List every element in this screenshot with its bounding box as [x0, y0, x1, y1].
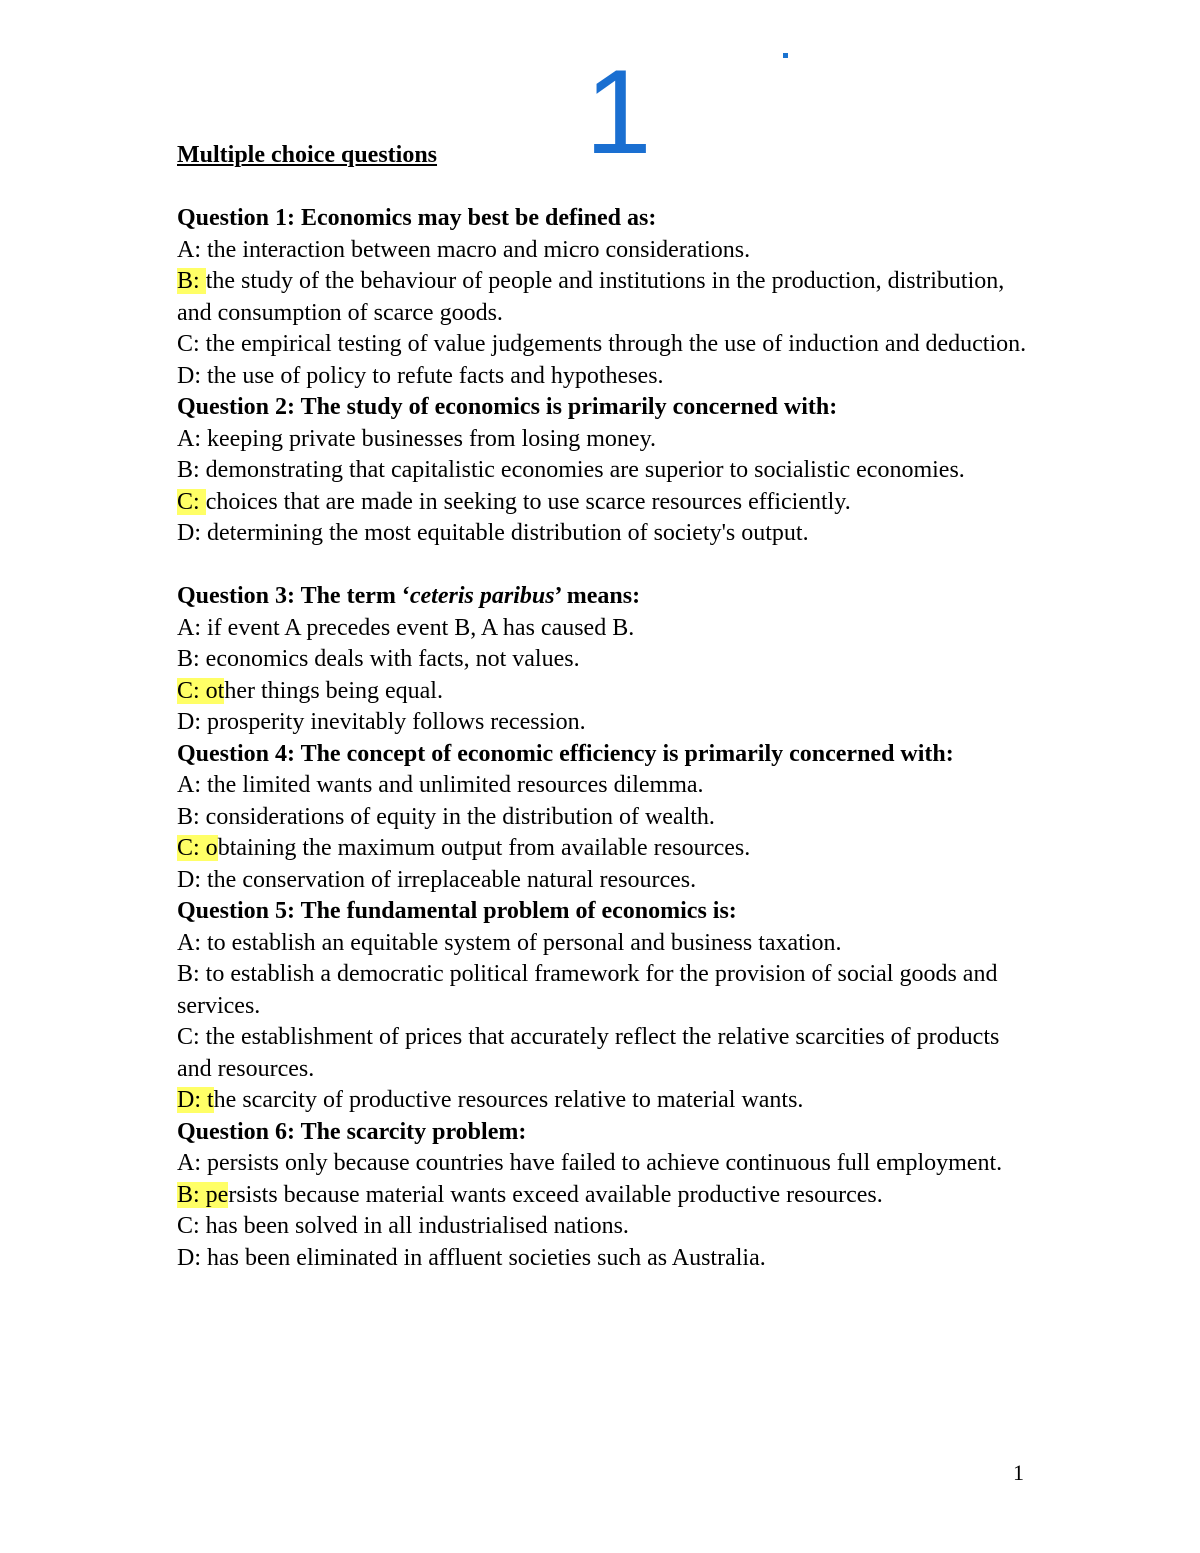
option-text: the study of the behaviour of people and institutions in the production, distribution, and consumption of scarce goods. [177, 268, 1005, 326]
option-b [177, 802, 1037, 834]
option-text: D: the use of policy to refute facts and hypotheses. [177, 362, 664, 389]
option-a [177, 770, 1037, 802]
option-d [177, 518, 1037, 550]
question-6 [177, 1117, 1037, 1275]
option-b [177, 1180, 1037, 1212]
answer-highlight: C: ot [177, 677, 225, 704]
option-text: A: if event A precedes event B, A has caused B. [177, 614, 635, 641]
blank-line [177, 550, 1037, 582]
option-d [177, 1085, 1037, 1117]
option-c [177, 833, 1037, 865]
option-text: D: prosperity inevitably follows recession. [177, 709, 586, 735]
question-2 [177, 392, 1037, 550]
page-badge-number: 1 [585, 45, 652, 179]
option-c [177, 1211, 1037, 1243]
option-b [177, 266, 1037, 329]
answer-highlight: C: o [177, 835, 218, 861]
answer-highlight: C: [177, 488, 206, 515]
question-title: Question 6: The scarcity problem: [177, 1118, 527, 1145]
option-text: C: the empirical testing of value judgements through the use of induction and deduction. [177, 331, 1027, 357]
option-a [177, 424, 1037, 456]
option-text: C: the establishment of prices that accurately reflect the relative scarcities of products and resources. [177, 1024, 1000, 1082]
answer-highlight: B: pe [177, 1181, 229, 1208]
question-1 [177, 203, 1037, 392]
option-d [177, 865, 1037, 897]
page-number: 1 [1013, 1460, 1024, 1485]
option-d [177, 707, 1037, 739]
question-3 [177, 581, 1037, 739]
option-text: B: economics deals with facts, not values. [177, 646, 580, 672]
option-a [177, 1148, 1037, 1180]
blue-dot-mark [783, 53, 788, 58]
question-title: Question 5: The fundamental problem of economics is: [177, 898, 737, 924]
option-d [177, 1243, 1037, 1275]
option-text: her things being equal. [224, 677, 443, 704]
question-title: Question 1: Economics may best be defined as: [177, 205, 657, 231]
option-text: D: determining the most equitable distribution of society's output. [177, 520, 809, 546]
option-text: A: persists only because countries have failed to achieve continuous full employment. [177, 1150, 1003, 1176]
option-text: B: to establish a democratic political framework for the provision of social goods and services. [177, 961, 998, 1019]
option-c [177, 676, 1037, 708]
option-text: A: the interaction between macro and micro considerations. [177, 236, 751, 263]
option-a [177, 613, 1037, 645]
option-b [177, 644, 1037, 676]
title-suffix: ’ means: [554, 583, 641, 609]
option-text: A: keeping private businesses from losing money. [177, 425, 657, 452]
question-title: Question 2: The study of economics is primarily concerned with: [177, 394, 838, 420]
question-4 [177, 739, 1037, 897]
option-d [177, 361, 1037, 393]
option-text: B: demonstrating that capitalistic economies are superior to socialistic economies. [177, 457, 965, 483]
option-text: btaining the maximum output from available resources. [217, 835, 751, 861]
option-text: rsists because material wants exceed available productive resources. [228, 1181, 883, 1208]
option-text: A: to establish an equitable system of personal and business taxation. [177, 929, 842, 956]
option-c [177, 329, 1037, 361]
option-c [177, 1022, 1037, 1085]
option-text: he scarcity of productive resources relative to material wants. [213, 1087, 804, 1113]
document-body [177, 140, 1037, 1274]
option-c [177, 487, 1037, 519]
question-title: Question 4: The concept of economic efficiency is primarily concerned with: [177, 740, 954, 767]
answer-highlight: B: [177, 268, 206, 294]
title-prefix: Question 3: The term ‘ [177, 583, 410, 609]
question-5 [177, 896, 1037, 1117]
option-text: D: the conservation of irreplaceable natural resources. [177, 866, 697, 893]
option-b [177, 959, 1037, 1022]
answer-highlight: D: t [177, 1087, 214, 1113]
option-text: B: considerations of equity in the distribution of wealth. [177, 803, 715, 830]
option-text: A: the limited wants and unlimited resources dilemma. [177, 772, 704, 798]
question-title [177, 581, 1037, 613]
option-text: D: has been eliminated in affluent societies such as Australia. [177, 1244, 766, 1271]
title-latin-term: ceteris paribus [409, 583, 555, 609]
option-a [177, 235, 1037, 267]
option-text: C: has been solved in all industrialised nations. [177, 1213, 629, 1239]
option-b [177, 455, 1037, 487]
option-a [177, 928, 1037, 960]
option-text: choices that are made in seeking to use scarce resources efficiently. [205, 488, 851, 515]
section-heading: Multiple choice questions [177, 142, 438, 168]
